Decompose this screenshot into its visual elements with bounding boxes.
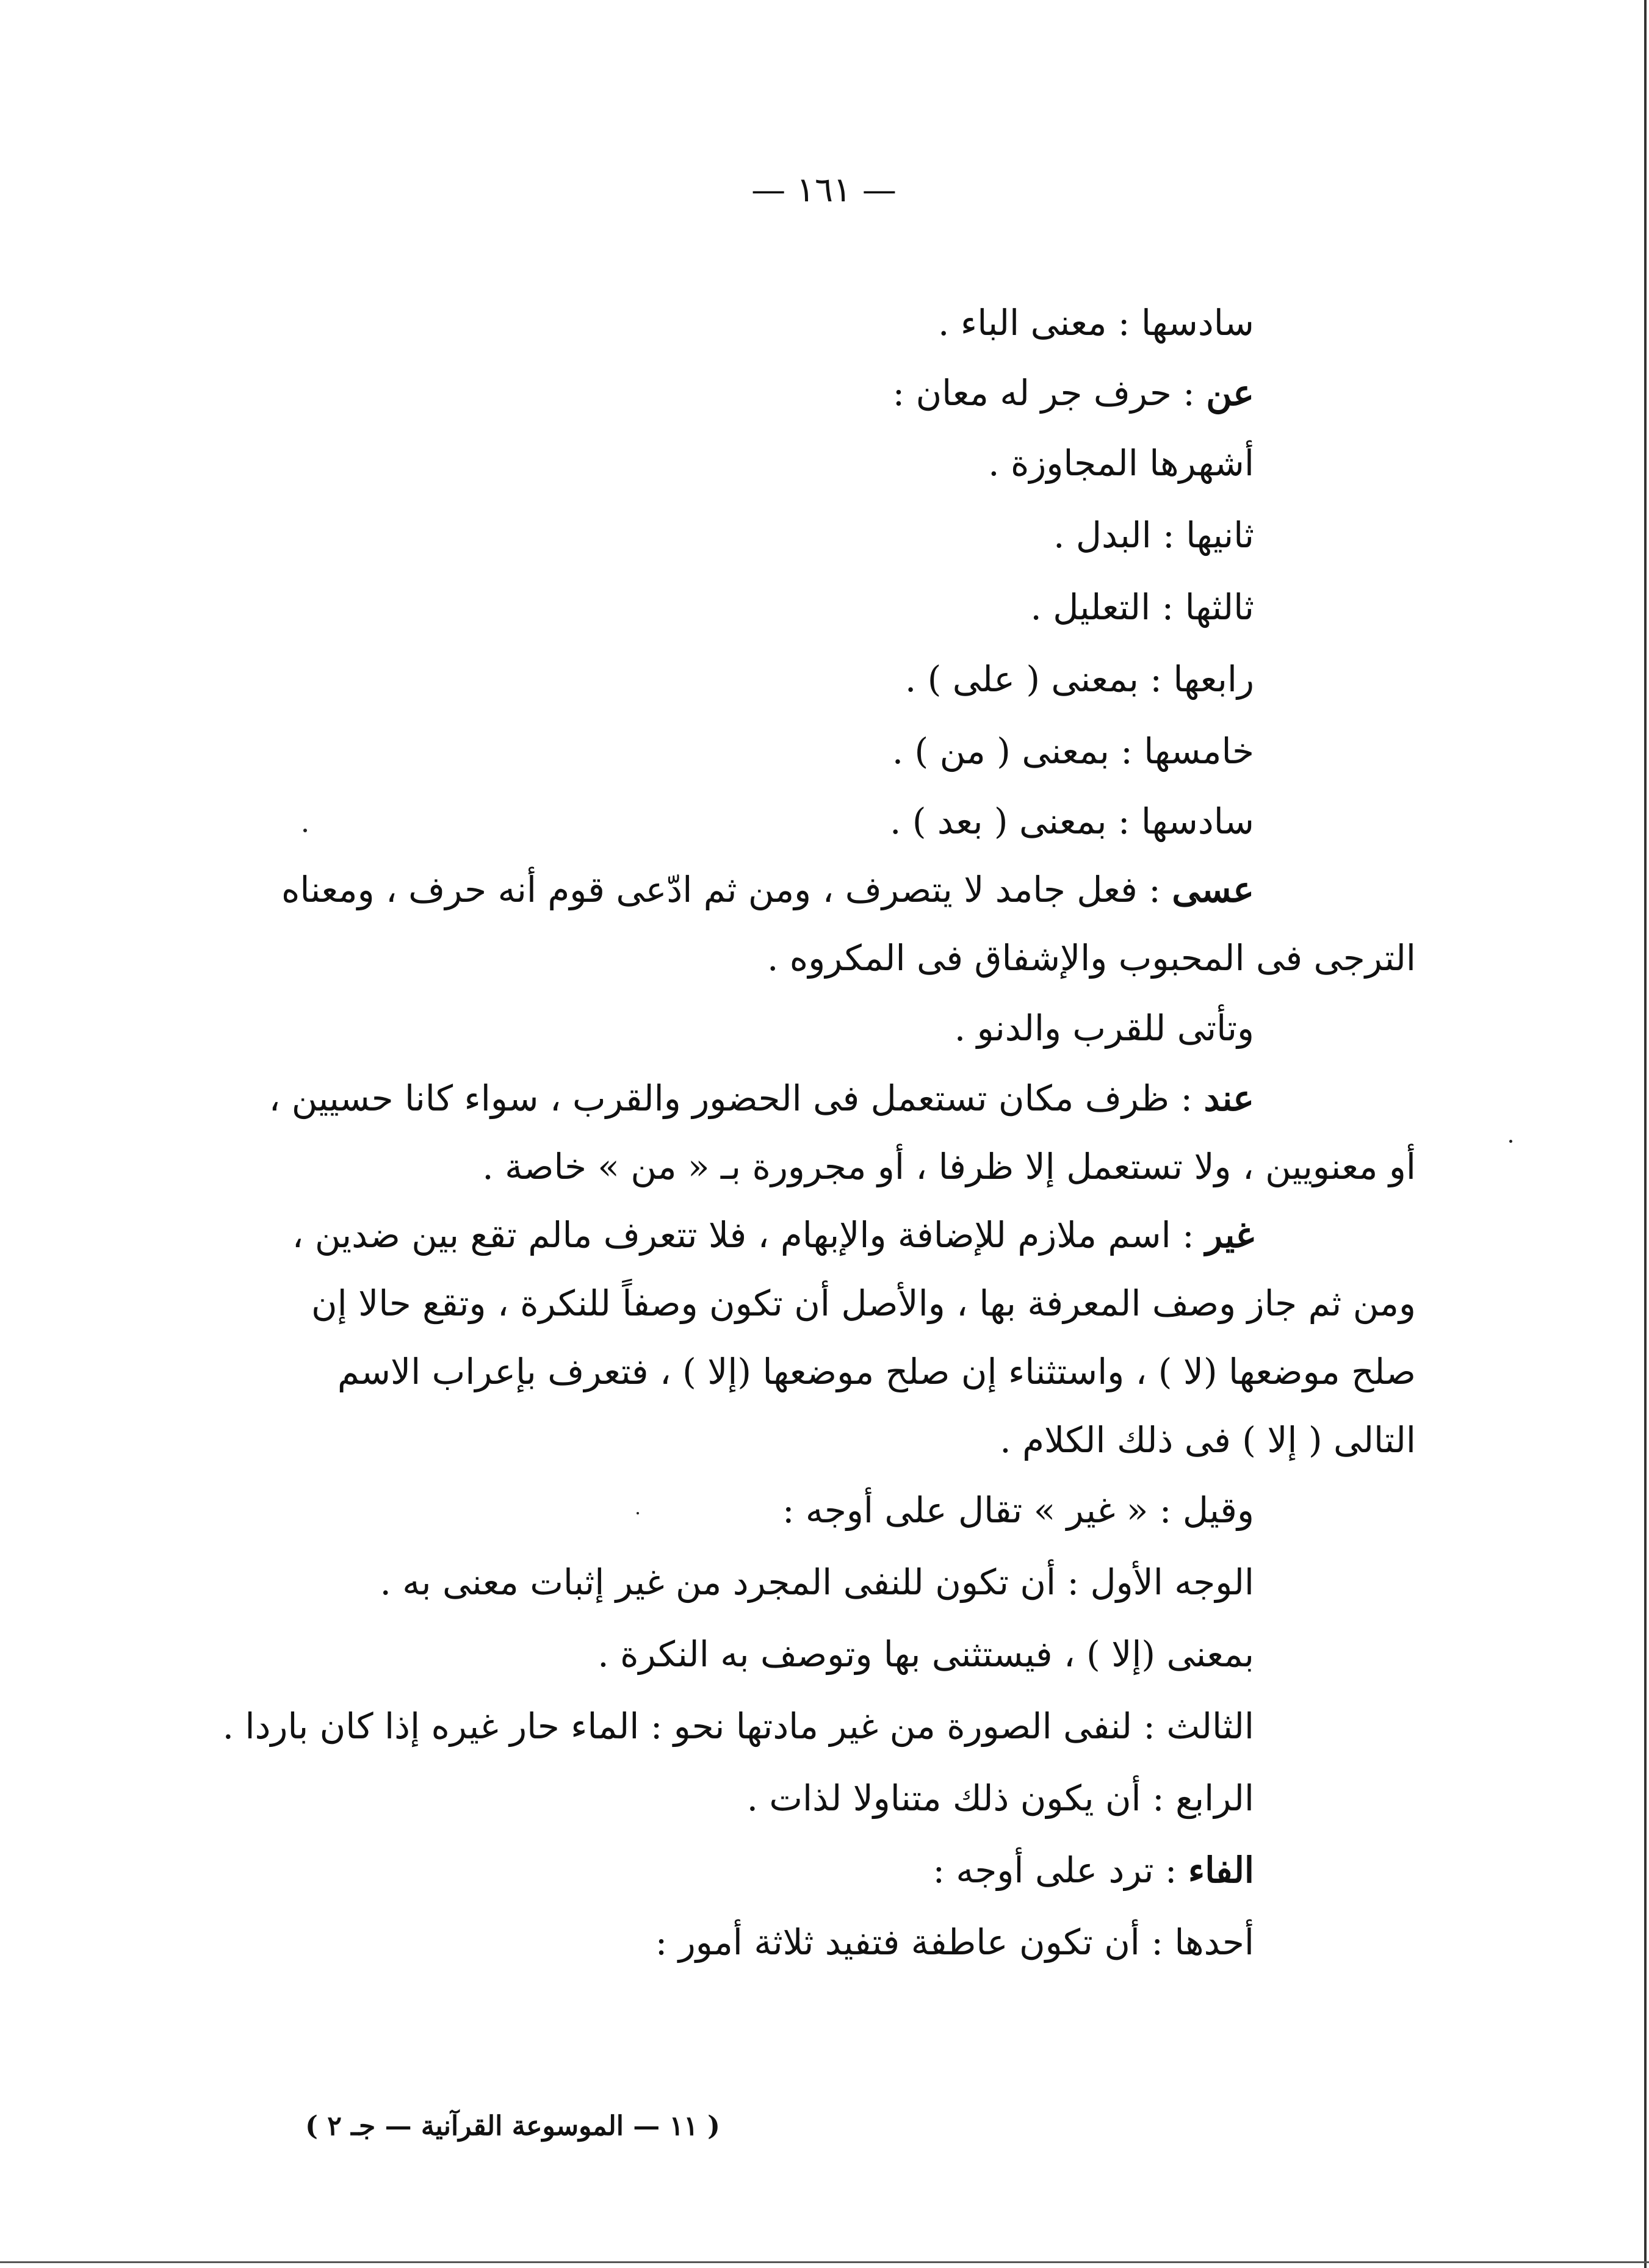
- text-line-18: [250, 1474, 1416, 1546]
- text-line-6: [250, 643, 1416, 715]
- text-line-2: [250, 359, 1416, 427]
- text-line-7: [250, 715, 1416, 787]
- text-line-5: [250, 571, 1416, 643]
- entry-term: عن: [1206, 372, 1254, 414]
- line-text: صلح موضعها (لا ) ، واستثناء إن صلح موضعها (إلا ) ، فتعرف بإعراب الاسم: [337, 1351, 1416, 1392]
- line-text: بمعنى (إلا ) ، فيستثنى بها وتوصف به النكرة .: [597, 1633, 1254, 1675]
- line-text: : ترد على أوجه :: [933, 1849, 1188, 1891]
- text-line-13: [250, 1132, 1416, 1201]
- line-text: سادسها : معنى الباء .: [938, 302, 1254, 344]
- text-line-23: [250, 1834, 1416, 1906]
- line-text: وقيل : « غير » تقال على أوجه :: [782, 1489, 1254, 1531]
- text-line-11: [250, 992, 1416, 1064]
- line-text: وتأتى للقرب والدنو .: [954, 1007, 1254, 1049]
- page-number: — ١٦١ —: [751, 170, 897, 210]
- entry-term: عسى: [1172, 869, 1254, 910]
- text-line-10: [250, 924, 1416, 992]
- line-text: ومن ثم جاز وصف المعرفة بها ، والأصل أن تكون وصفاً للنكرة ، وتقع حالا إن: [311, 1283, 1416, 1324]
- line-text: ثانيها : البدل .: [1053, 514, 1254, 556]
- text-line-9: [250, 855, 1416, 924]
- line-text: أحدها : أن تكون عاطفة فتفيد ثلاثة أمور :: [655, 1921, 1254, 1963]
- text-line-15: [250, 1269, 1416, 1337]
- line-text: الترجى فى المحبوب والإشفاق فى المكروه .: [767, 937, 1416, 979]
- line-text: الثالث : لنفى الصورة من غير مادتها نحو : الماء حار غيره إذا كان باردا .: [222, 1705, 1254, 1747]
- text-line-16: [250, 1337, 1416, 1406]
- text-line-8: [250, 787, 1416, 855]
- line-text: الرابع : أن يكون ذلك متناولا لذات .: [746, 1777, 1254, 1819]
- text-line-17: [250, 1406, 1416, 1474]
- text-line-3: [250, 427, 1416, 499]
- line-text: : فعل جامد لا يتصرف ، ومن ثم ادّعى قوم أنه حرف ، ومعناه: [281, 869, 1172, 910]
- line-text: أشهرها المجاوزة .: [988, 442, 1254, 484]
- text-line-14: [250, 1201, 1416, 1269]
- line-text: رابعها : بمعنى ( على ) .: [904, 658, 1254, 700]
- entry-term: الفاء: [1188, 1849, 1254, 1891]
- line-text: : اسم ملازم للإضافة والإبهام ، فلا تتعرف مالم تقع بين ضدين ،: [292, 1214, 1206, 1256]
- line-text: الوجه الأول : أن تكون للنفى المجرد من غير إثبات معنى به .: [380, 1561, 1254, 1603]
- line-text: ثالثها : التعليل .: [1030, 586, 1254, 628]
- text-line-19: [250, 1546, 1416, 1618]
- line-text: التالى ( إلا ) فى ذلك الكلام .: [1000, 1419, 1416, 1461]
- main-text: [222, 287, 1416, 1978]
- scan-speck: [1509, 1140, 1512, 1143]
- text-line-12: [250, 1064, 1416, 1132]
- text-line-24: [250, 1906, 1416, 1978]
- page-edge-bottom: [0, 2261, 1649, 2263]
- scan-speck: [303, 829, 307, 832]
- text-line-1: [250, 287, 1416, 359]
- line-text: سادسها : بمعنى ( بعد ) .: [889, 801, 1254, 842]
- line-text: : حرف جر له معان :: [892, 372, 1207, 414]
- line-text: أو معنويين ، ولا تستعمل إلا ظرفا ، أو مجرورة بـ « من » خاصة .: [482, 1146, 1416, 1187]
- footer-signature: ( ١١ — الموسوعة القرآنية — جـ ٢ ): [305, 2111, 720, 2142]
- page-edge-right: [1644, 0, 1647, 2268]
- line-text: خامسها : بمعنى ( من ) .: [892, 730, 1254, 772]
- line-text: : ظرف مكان تستعمل فى الحضور والقرب ، سواء كانا حسيين ،: [269, 1078, 1204, 1119]
- text-line-22: [250, 1762, 1416, 1834]
- text-line-4: [250, 499, 1416, 571]
- text-line-21: [222, 1690, 1416, 1762]
- scan-speck: [637, 1512, 639, 1514]
- entry-term: غير: [1205, 1214, 1254, 1256]
- entry-term: عند: [1203, 1078, 1254, 1119]
- text-line-20: [250, 1618, 1416, 1690]
